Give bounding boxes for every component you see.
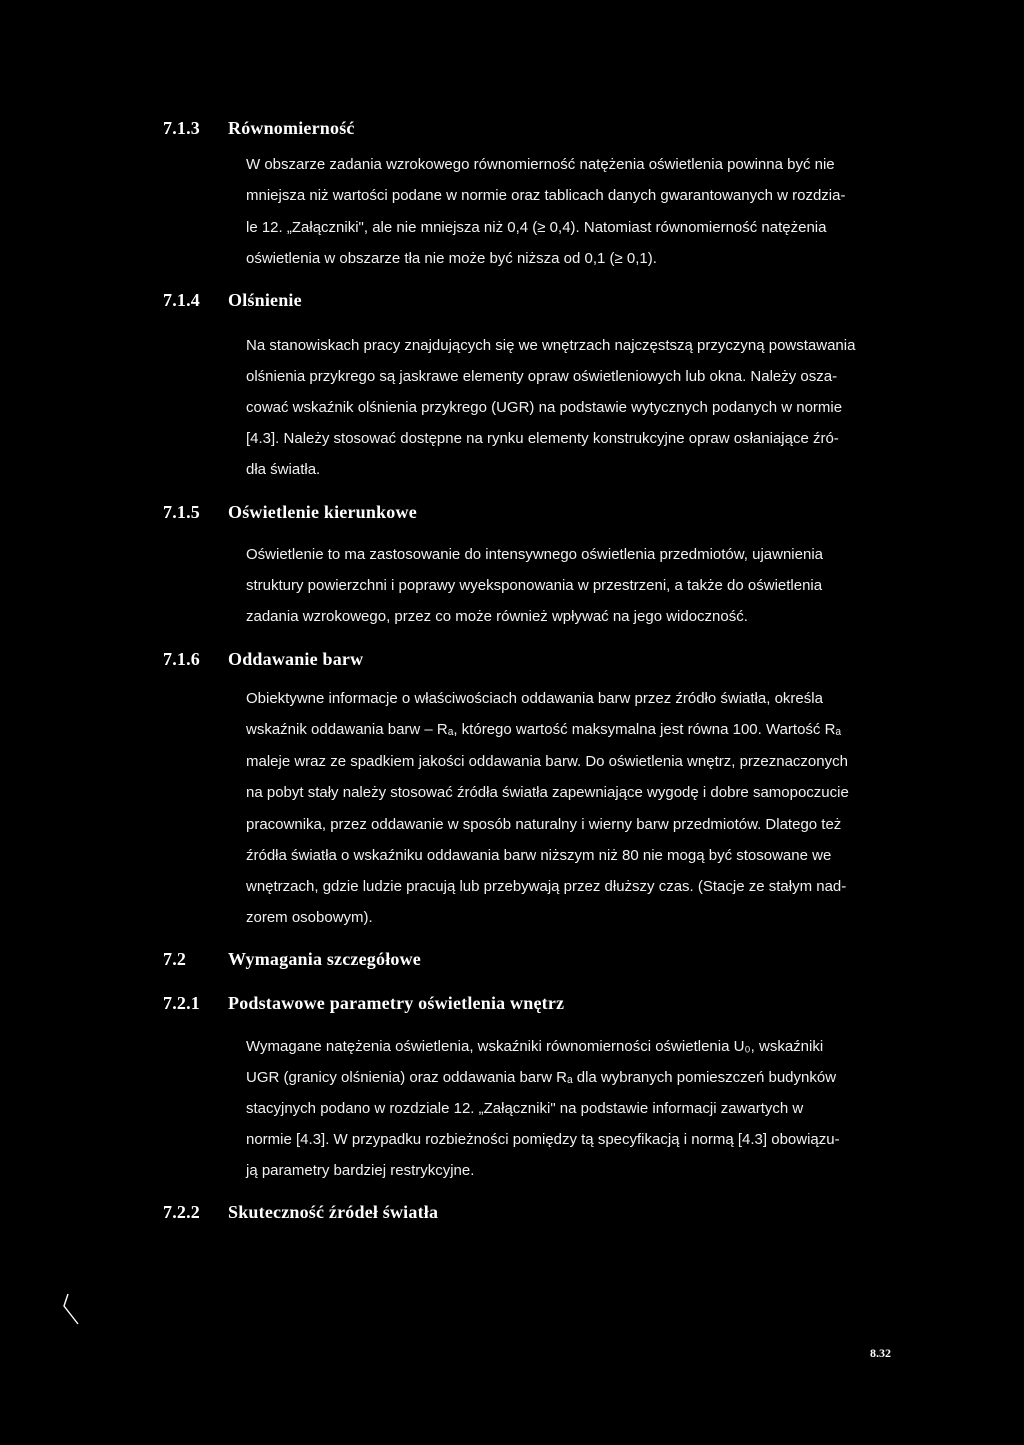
paragraph-line: zorem osobowym). [246, 909, 373, 926]
paragraph-line: W obszarze zadania wzrokowego równomierność natężenia oświetlenia powinna być nie [246, 156, 835, 173]
paragraph-line: dła światła. [246, 461, 321, 478]
paragraph-line: cować wskaźnik olśnienia przykrego (UGR) na podstawie wytycznych podanych w normie [246, 399, 843, 416]
paragraph-line: le 12. „Załączniki", ale nie mniejsza niż 0,4 (≥ 0,4). Natomiast równomierność natężenia [246, 219, 827, 236]
section-number-7-1-6: 7.1.6 [163, 649, 200, 669]
paragraph-line: wnętrzach, gdzie ludzie pracują lub przebywają przez dłuższy czas. (Stacje ze stałym nad- [246, 878, 847, 895]
page-number: 8.32 [870, 1346, 891, 1360]
paragraph-line: mniejsza niż wartości podane w normie oraz tablicach danych gwarantowanych w rozdzia- [246, 187, 846, 204]
paragraph-line: Oświetlenie to ma zastosowanie do intensywnego oświetlenia przedmiotów, ujawnienia [246, 546, 823, 563]
section-number-7-1-4: 7.1.4 [163, 290, 200, 310]
paragraph-line: olśnienia przykrego są jaskrawe elementy opraw oświetleniowych lub okna. Należy osza- [246, 368, 838, 385]
section-number-7-2: 7.2 [163, 949, 187, 969]
section-number-7-1-5: 7.1.5 [163, 502, 200, 522]
section-title-podstawowe-parametry: Podstawowe parametry oświetlenia wnętrz [228, 993, 565, 1013]
margin-bracket-icon [60, 1292, 80, 1328]
paragraph-line: Na stanowiskach pracy znajdujących się we wnętrzach najczęstszą przyczyną powstawania [246, 337, 856, 354]
paragraph-line: zadania wzrokowego, przez co może również wpływać na jego widoczność. [246, 608, 748, 625]
paragraph-line: wskaźnik oddawania barw – Rₐ, którego wartość maksymalna jest równa 100. Wartość Rₐ [246, 721, 842, 738]
section-title-skutecznosc-zrodel: Skuteczność źródeł światła [228, 1202, 439, 1222]
section-title-oddawanie-barw: Oddawanie barw [228, 649, 364, 669]
paragraph-line: pracownika, przez oddawanie w sposób naturalny i wierny barw przedmiotów. Dlatego też [246, 816, 842, 833]
paragraph-line: na pobyt stały należy stosować źródła światła zapewniające wygodę i dobre samopoczucie [246, 784, 849, 801]
section-title-wymagania-szczegolowe: Wymagania szczegółowe [228, 949, 421, 969]
section-title-rownomiernosc: Równomierność [228, 118, 355, 138]
paragraph-line: UGR (granicy olśnienia) oraz oddawania barw Rₐ dla wybranych pomieszczeń budynków [246, 1069, 837, 1086]
section-number-7-2-1: 7.2.1 [163, 993, 200, 1013]
section-title-oswietlenie-kierunkowe: Oświetlenie kierunkowe [228, 502, 417, 522]
section-number-7-2-2: 7.2.2 [163, 1202, 200, 1222]
paragraph-line: normie [4.3]. W przypadku rozbieżności pomiędzy tą specyfikacją i normą [4.3] obowiązu- [246, 1131, 840, 1148]
paragraph-line: [4.3]. Należy stosować dostępne na rynku elementy konstrukcyjne opraw osłaniające źró- [246, 430, 839, 447]
paragraph-line: źródła światła o wskaźniku oddawania barw niższym niż 80 nie mogą być stosowane we [246, 847, 832, 864]
section-number-7-1-3: 7.1.3 [163, 118, 200, 138]
paragraph-line: ją parametry bardziej restrykcyjne. [246, 1162, 475, 1179]
paragraph-line: Wymagane natężenia oświetlenia, wskaźniki równomierności oświetlenia U₀, wskaźniki [246, 1038, 824, 1055]
paragraph-line: struktury powierzchni i poprawy wyeksponowania w przestrzeni, a także do oświetlenia [246, 577, 823, 594]
paragraph-line: Obiektywne informacje o właściwościach oddawania barw przez źródło światła, określa [246, 690, 823, 707]
section-title-olsnienie: Olśnienie [228, 290, 302, 310]
paragraph-line: stacyjnych podano w rozdziale 12. „Załączniki" na podstawie informacji zawartych w [246, 1100, 804, 1117]
paragraph-line: maleje wraz ze spadkiem jakości oddawania barw. Do oświetlenia wnętrz, przeznaczonych [246, 753, 848, 770]
paragraph-line: oświetlenia w obszarze tła nie może być niższa od 0,1 (≥ 0,1). [246, 250, 657, 267]
